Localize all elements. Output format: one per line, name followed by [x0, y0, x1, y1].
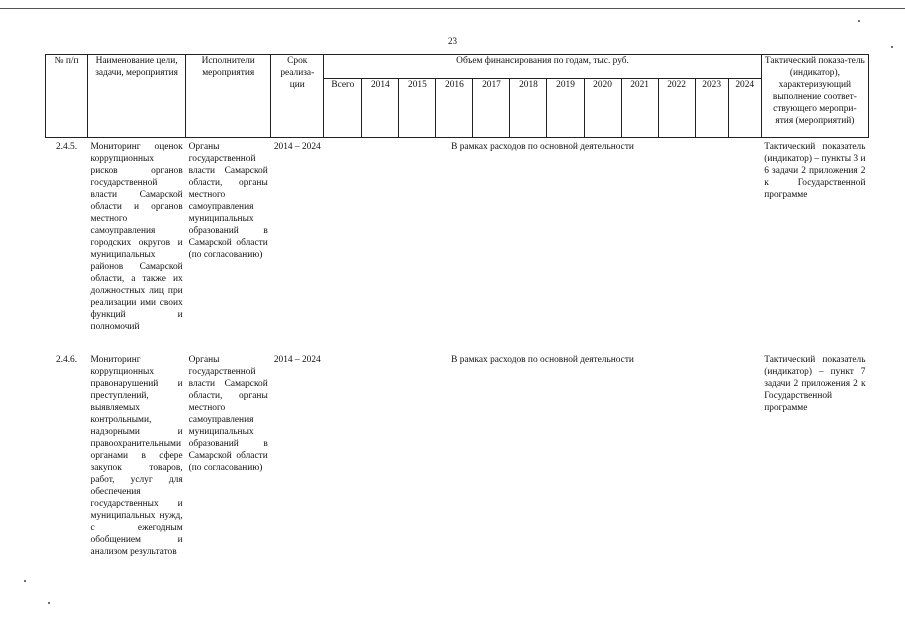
row-name: Мониторинг коррупционных правонарушений и преступлений, выявляемых контрольными, надзорными и правоохранительными органами в сфере закупок товаров, работ, услуг для обеспечения государственных и муниципальных нужд, с ежегодным обобщением и анализом результатов	[90, 355, 183, 557]
header-num: № п/п	[46, 55, 88, 138]
header-year: 2017	[473, 79, 510, 138]
header-term: Срок реализа-ции	[271, 55, 324, 138]
table-header	[46, 55, 869, 138]
header-funding: Объем финансирования по годам, тыс. руб.	[324, 55, 761, 79]
scan-speck	[858, 20, 860, 22]
row-name: Мониторинг оценок коррупционных рисков органов государственной власти Самарской области и органов местного самоуправления городских округов и муниципальных районов Самарской области, а также их должностных лиц при реализации ими своих функций и полномочий	[88, 138, 186, 352]
row-term: 2014 – 2024	[271, 138, 324, 352]
page-top-rule	[0, 8, 905, 9]
table-row	[46, 138, 869, 352]
header-year: 2018	[510, 79, 547, 138]
row-number: 2.4.6.	[55, 355, 78, 365]
header-executors: Исполнители мероприятия	[186, 55, 271, 138]
row-funding: В рамках расходов по основной деятельности	[324, 138, 761, 352]
row-indicator: Тактический показатель (индикатор) – пункты 3 и 6 задачи 2 приложения 2 к Государственной программе	[761, 138, 868, 352]
scan-speck	[24, 580, 26, 582]
header-year: 2020	[584, 79, 621, 138]
header-year: 2024	[728, 79, 761, 138]
header-year: 2016	[436, 79, 473, 138]
scan-speck	[891, 46, 893, 48]
header-year: 2021	[621, 79, 658, 138]
row-number: 2.4.5.	[46, 138, 88, 352]
row-indicator: Тактический показатель (индикатор) – пункт 7 задачи 2 приложения 2 к Государственной программе	[764, 355, 866, 413]
program-table	[45, 54, 869, 594]
page-number: 23	[448, 36, 457, 46]
header-year: 2022	[658, 79, 695, 138]
header-year: 2023	[695, 79, 728, 138]
header-total: Всего	[324, 79, 362, 138]
row-funding: В рамках расходов по основной деятельности	[451, 355, 634, 365]
row-executors: Органы государственной власти Самарской области, органы местного самоуправления муниципальных образований в Самарской области (по согласованию)	[188, 355, 268, 473]
row-term: 2014 – 2024	[273, 355, 321, 365]
header-year: 2014	[362, 79, 399, 138]
header-indicator: Тактический показа-тель (индикатор), характеризующий выполнение соответ-ствующего меропри-ятия (мероприятий)	[761, 55, 868, 138]
header-year: 2019	[547, 79, 584, 138]
header-name: Наименование цели, задачи, мероприятия	[88, 55, 186, 138]
scan-speck	[48, 602, 50, 604]
row-executors: Органы государственной власти Самарской области, органы местного самоуправления муниципальных образований в Самарской области (по согласованию)	[186, 138, 271, 352]
header-year: 2015	[399, 79, 436, 138]
table-row	[46, 351, 869, 594]
